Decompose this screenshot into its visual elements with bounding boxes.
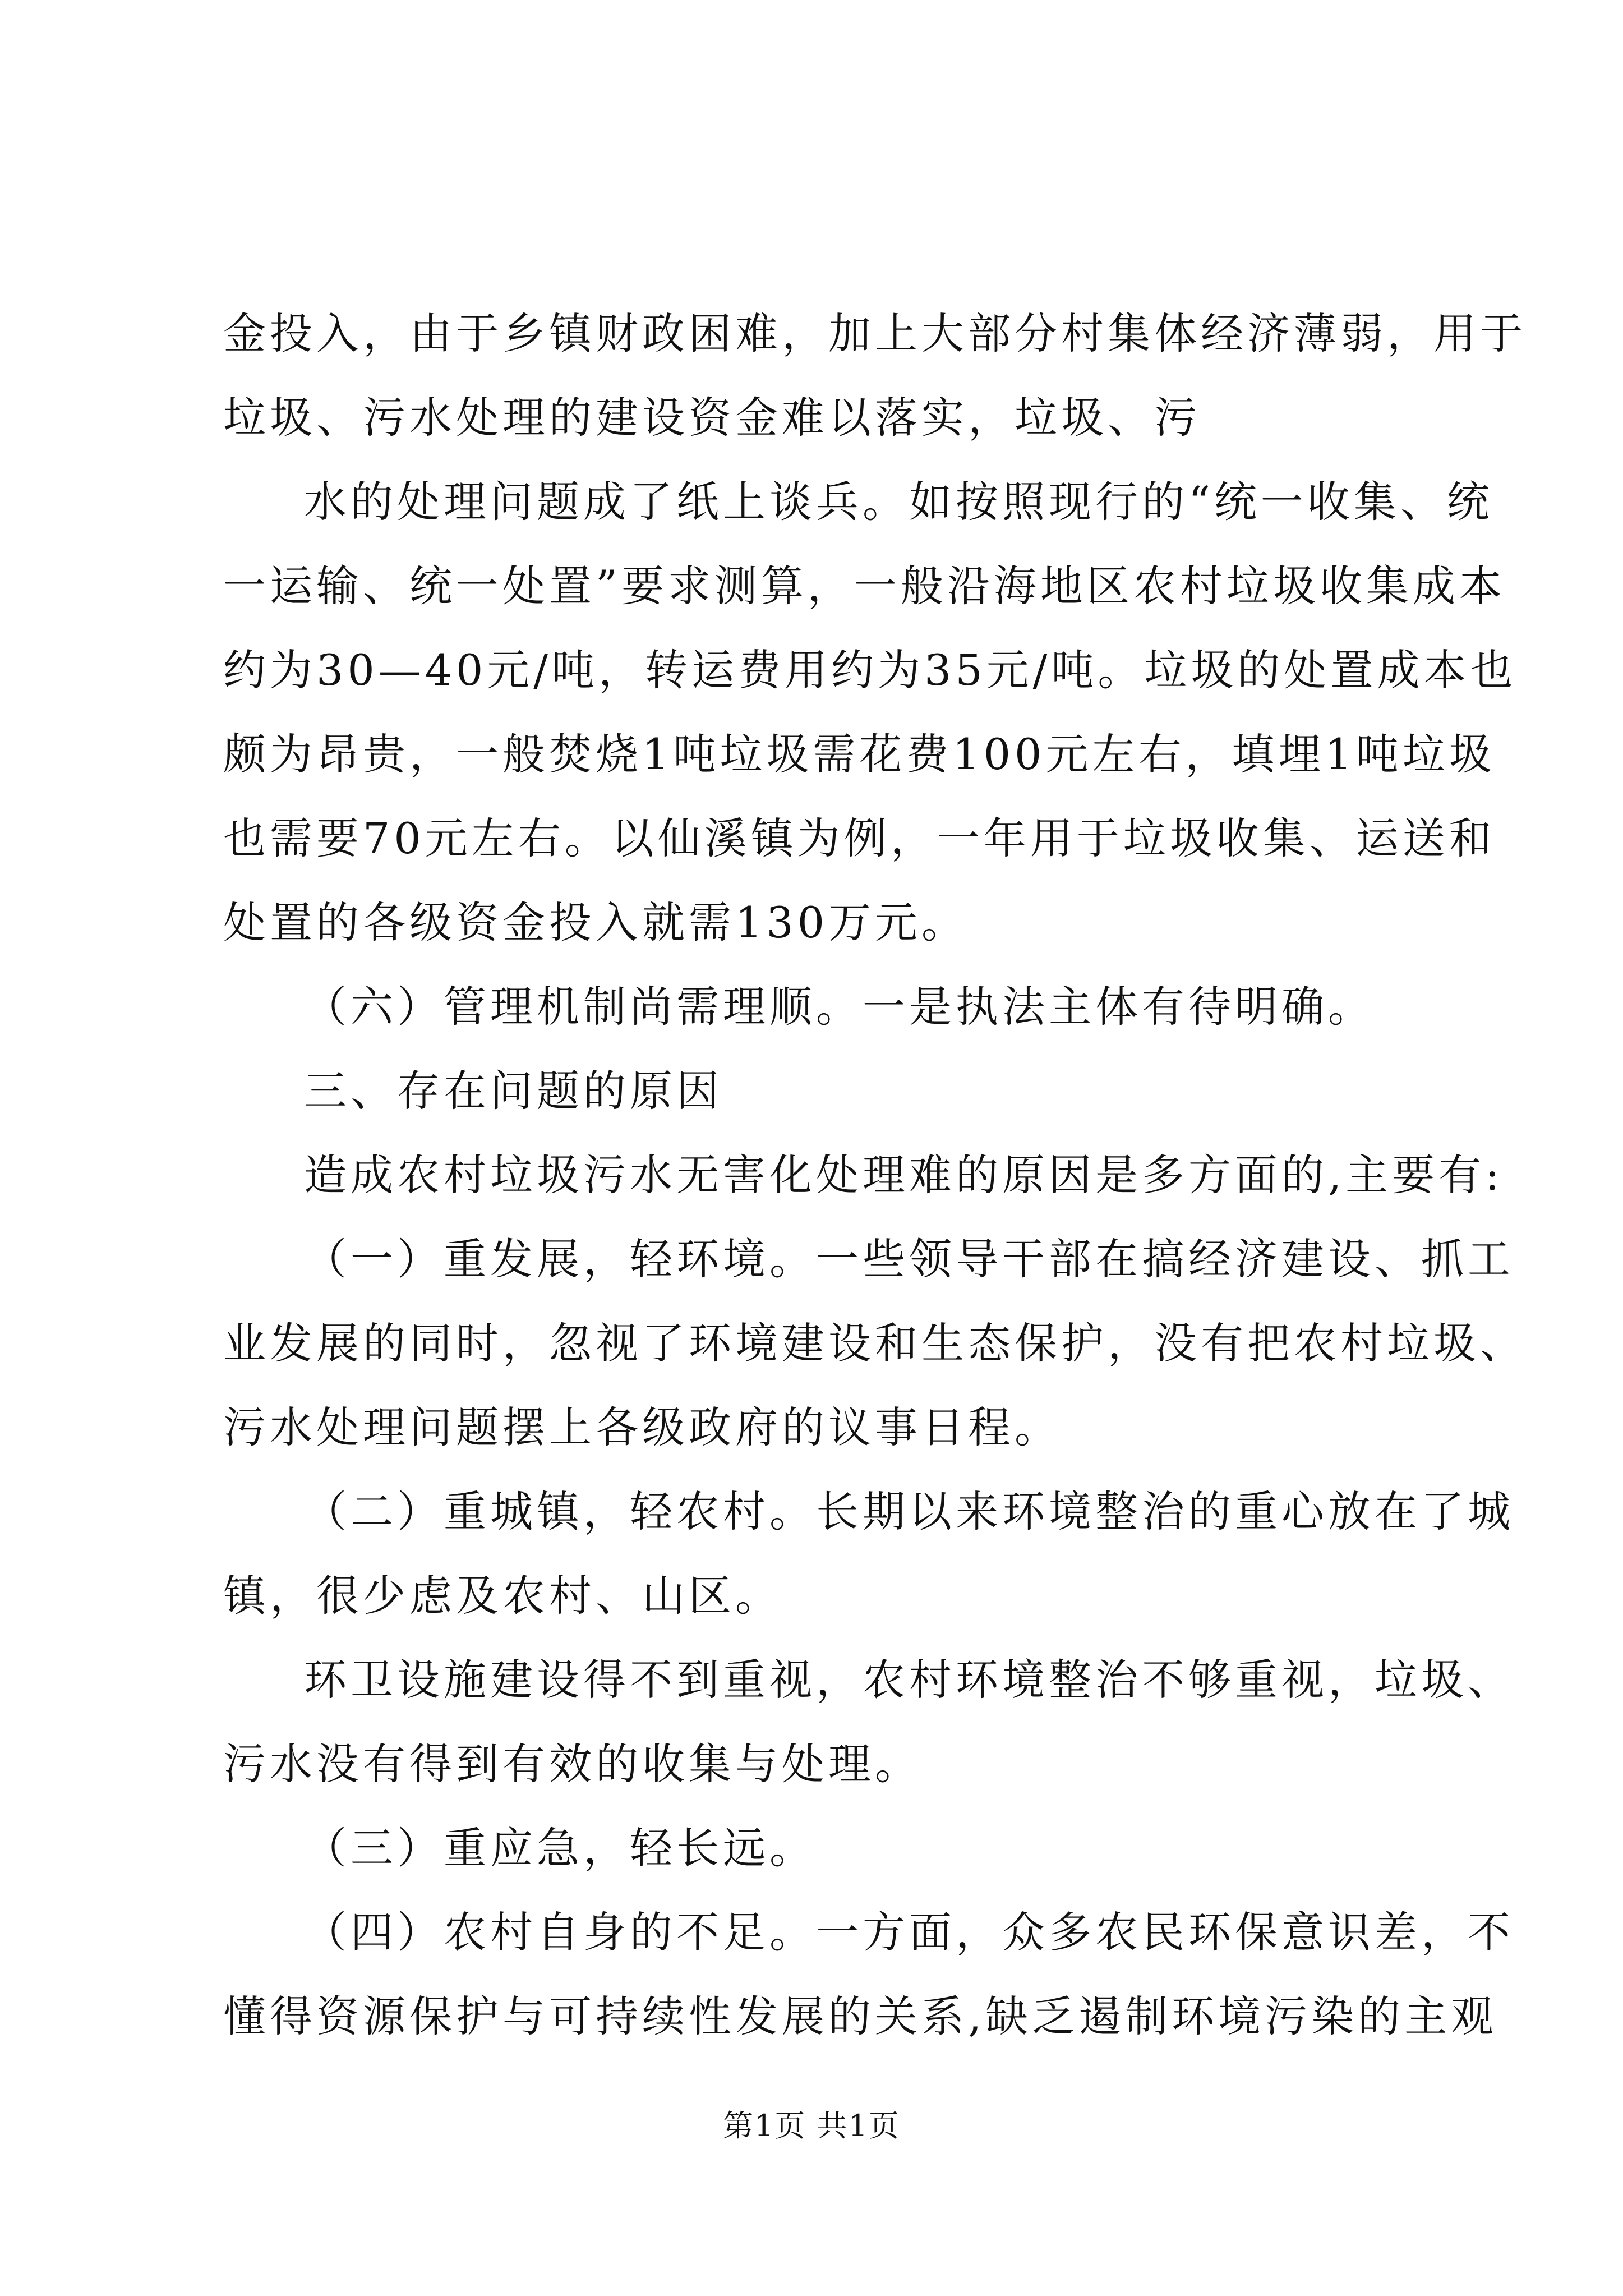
text-line: 也需要70元左右。以仙溪镇为例，一年用于垃圾收集、运送和	[223, 813, 1496, 863]
page-number-footer: 第1页 共1页	[723, 2108, 900, 2143]
text-line: （六）管理机制尚需理顺。一是执法主体有待明确。	[304, 982, 1375, 1032]
section-heading: 三、存在问题的原因	[304, 1066, 723, 1116]
text-line: 一运输、统一处置”要求测算，一般沿海地区农村垃圾收集成本	[223, 561, 1506, 611]
text-line: 镇，很少虑及农村、山区。	[223, 1571, 782, 1621]
text-line: 处置的各级资金投入就需130万元。	[223, 898, 969, 947]
text-line: 懂得资源保护与可持续性发展的关系,缺乏遏制环境污染的主观	[223, 1991, 1498, 2041]
text-line: 造成农村垃圾污水无害化处理难的原因是多方面的,主要有:	[304, 1150, 1504, 1200]
text-line: 金投入，由于乡镇财政困难，加上大部分村集体经济薄弱，用于	[223, 309, 1527, 358]
text-line: 业发展的同时，忽视了环境建设和生态保护，没有把农村垃圾、	[223, 1318, 1527, 1368]
text-line: 垃圾、污水处理的建设资金难以落实，垃圾、污	[223, 393, 1201, 443]
text-line: 约为30—40元/吨，转运费用约为35元/吨。垃圾的处置成本也	[223, 645, 1517, 695]
text-line: 污水处理问题摆上各级政府的议事日程。	[223, 1402, 1061, 1452]
text-line: 环卫设施建设得不到重视，农村环境整治不够重视，垃圾、	[304, 1655, 1514, 1705]
text-line: （三）重应急，轻长远。	[304, 1823, 816, 1873]
text-line: 水的处理问题成了纸上谈兵。如按照现行的“统一收集、统	[304, 477, 1493, 527]
text-line: （四）农村自身的不足。一方面，众多农民环保意识差，不	[304, 1907, 1514, 1957]
text-line: （一）重发展，轻环境。一些领导干部在搞经济建设、抓工	[304, 1234, 1514, 1284]
text-line: 颇为昂贵，一般焚烧1吨垃圾需花费100元左右，填埋1吨垃圾	[223, 729, 1496, 779]
text-line: 污水没有得到有效的收集与处理。	[223, 1739, 921, 1789]
text-line: （二）重城镇，轻农村。长期以来环境整治的重心放在了城	[304, 1487, 1514, 1536]
